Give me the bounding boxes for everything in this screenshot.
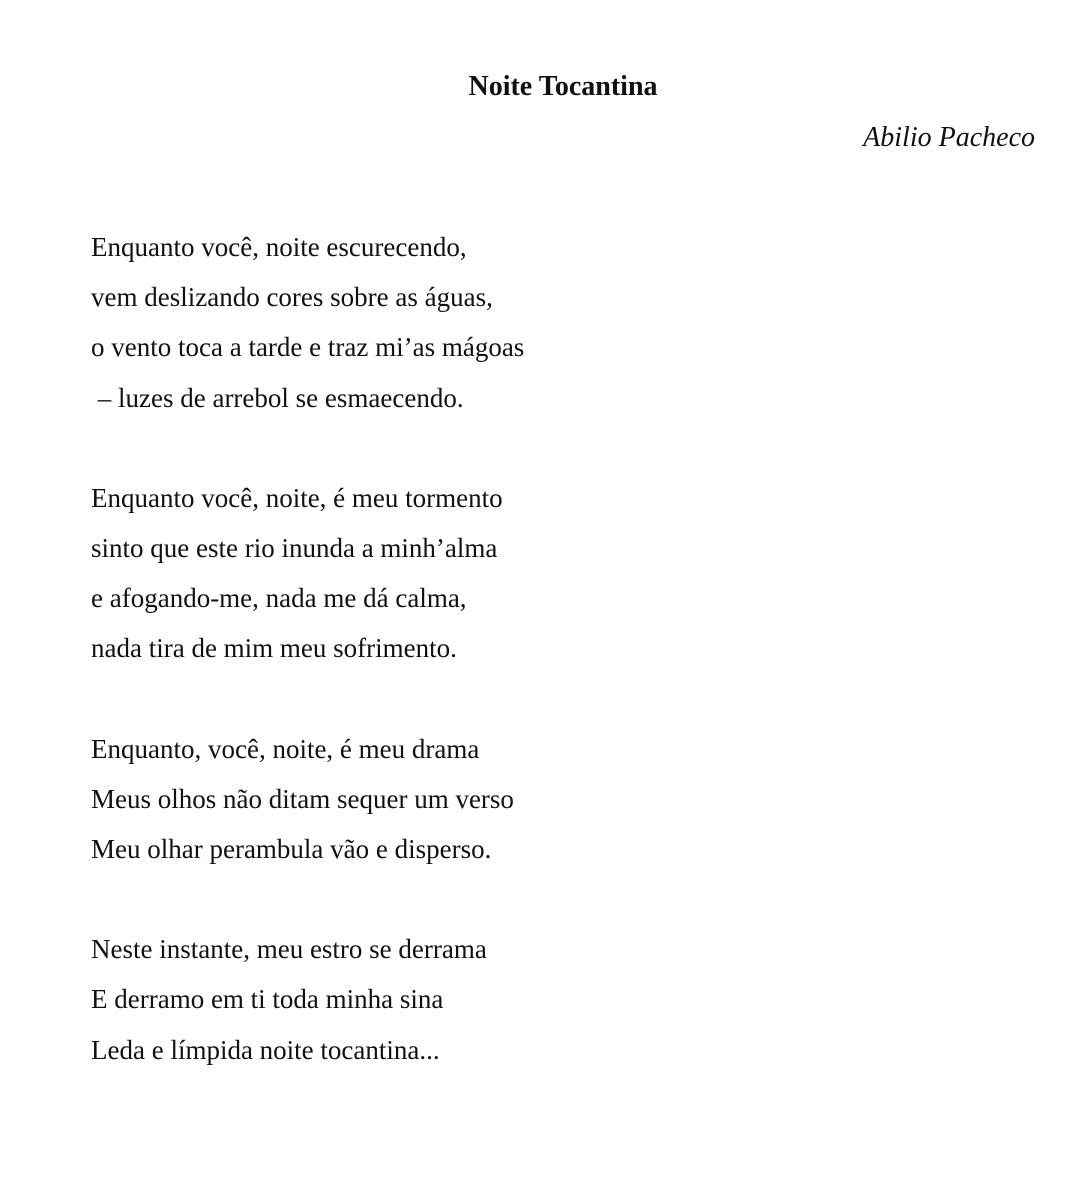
poem-line: E derramo em ti toda minha sina (91, 984, 444, 1015)
poem-body (91, 222, 991, 1125)
stanza (91, 724, 991, 875)
stanza (91, 473, 991, 674)
stanza (91, 222, 991, 423)
stanza (91, 924, 991, 1075)
poem-line: Meu olhar perambula vão e disperso. (91, 834, 492, 865)
poem-line: nada tira de mim meu sofrimento. (91, 633, 457, 664)
poem-title: Noite Tocantina (468, 71, 658, 102)
poem-line: vem deslizando cores sobre as águas, (91, 282, 493, 313)
poem-line: Enquanto você, noite escurecendo, (91, 232, 467, 262)
poem-line: o vento toca a tarde e traz mi’as mágoas (91, 332, 525, 363)
poem-line: Meus olhos não ditam sequer um verso (91, 783, 514, 814)
poem-line: – luzes de arrebol se esmaecendo. (91, 382, 464, 413)
poem-line: sinto que este rio inunda a minh’alma (91, 533, 498, 564)
poem-line: Enquanto, você, noite, é meu drama (91, 733, 480, 764)
poem-line: Enquanto você, noite, é meu tormento (91, 482, 503, 513)
poem-author: Abilio Pacheco (863, 122, 1035, 153)
poem-line: Neste instante, meu estro se derrama (91, 934, 487, 965)
poem-line: Leda e límpida noite tocantina... (91, 1034, 440, 1065)
poem-line: e afogando-me, nada me dá calma, (91, 583, 467, 614)
